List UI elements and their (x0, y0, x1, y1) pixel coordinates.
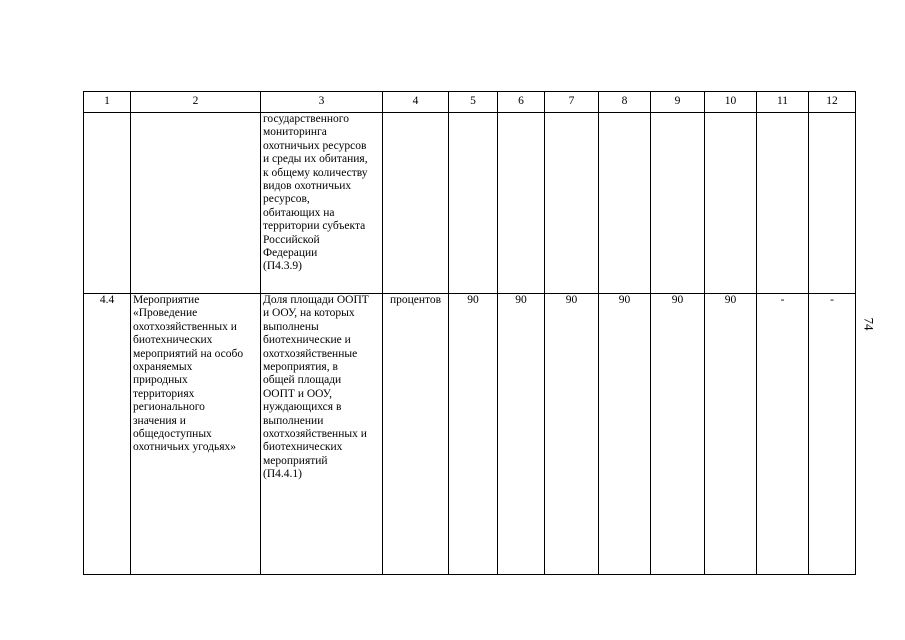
value-cell: 90 (651, 294, 705, 575)
column-header: 2 (131, 92, 261, 113)
table-cell (131, 113, 261, 294)
value-cell: 90 (705, 294, 757, 575)
column-header: 12 (809, 92, 856, 113)
table-cell (651, 113, 705, 294)
table-cell (84, 113, 131, 294)
column-header: 7 (545, 92, 599, 113)
value-cell: 90 (498, 294, 545, 575)
table-cell (449, 113, 498, 294)
column-header: 9 (651, 92, 705, 113)
column-header: 11 (757, 92, 809, 113)
value-cell: 90 (449, 294, 498, 575)
table-cell (383, 113, 449, 294)
table-cell (599, 113, 651, 294)
table-cell (705, 113, 757, 294)
column-header: 3 (261, 92, 383, 113)
event-cell: Мероприятие «Проведение охотхозяйственных и биотехнических мероприятий на особо охраняемых природных территориях регионального значения и общедоступных охотничьих угодьях» (131, 294, 261, 575)
page-number: 74 (861, 317, 877, 331)
value-cell: - (809, 294, 856, 575)
unit-cell: процентов (383, 294, 449, 575)
column-header: 8 (599, 92, 651, 113)
table-cell (545, 113, 599, 294)
column-header: 1 (84, 92, 131, 113)
header-row (84, 92, 856, 113)
indicator-cell: государственного мониторинга охотничьих ресурсов и среды их обитания, к общему количеству видов охотничьих ресурсов, обитающих на территории субъекта Российской Федерации (П4.3.9) (261, 113, 383, 294)
indicator-cell: Доля площади ООПТ и ООУ, на которых выполнены биотехнические и охотхозяйственные мероприятия, в общей площади ООПТ и ООУ, нуждающихся в выполнении охотхозяйственных и биотехнических мероприятий (П4.4.1) (261, 294, 383, 575)
value-cell: 90 (545, 294, 599, 575)
column-header: 6 (498, 92, 545, 113)
table-cell (757, 113, 809, 294)
value-cell: - (757, 294, 809, 575)
table-cell (498, 113, 545, 294)
value-cell: 90 (599, 294, 651, 575)
table-row (84, 294, 856, 575)
column-header: 4 (383, 92, 449, 113)
table-row (84, 113, 856, 294)
row-number-cell: 4.4 (84, 294, 131, 575)
data-table (83, 91, 856, 575)
column-header: 5 (449, 92, 498, 113)
table-cell (809, 113, 856, 294)
column-header: 10 (705, 92, 757, 113)
